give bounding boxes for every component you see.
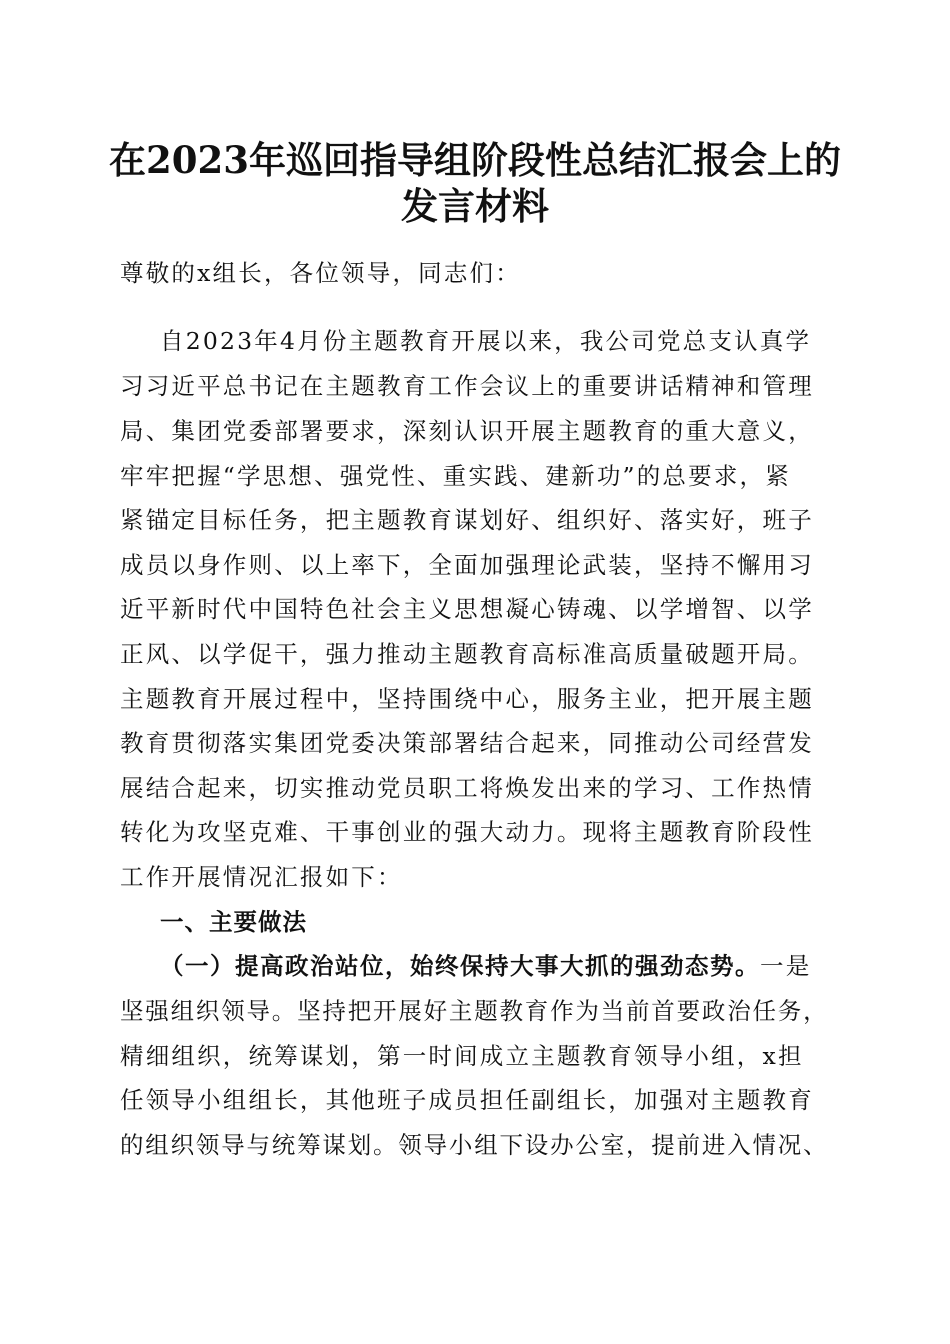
intro-line: 成员以身作则、以上率下，全面加强理论武装，坚持不懈用习 [120, 551, 814, 579]
intro-line: 习习近平总书记在主题教育工作会议上的重要讲话精神和管理 [120, 372, 814, 400]
body-line: 的组织领导与统筹谋划。领导小组下设办公室，提前进入情况、 [120, 1131, 829, 1159]
salutation: 尊敬的x组长，各位领导，同志们： [120, 259, 521, 287]
intro-line: 牢牢把握“学思想、强党性、重实践、建新功”的总要求，紧 [120, 462, 791, 490]
intro-line: 近平新时代中国特色社会主义思想凝心铸魂、以学增智、以学 [120, 595, 814, 623]
intro-line: 教育贯彻落实集团党委决策部署结合起来，同推动公司经营发 [120, 729, 814, 757]
intro-line: 转化为攻坚克难、干事创业的强大动力。现将主题教育阶段性 [120, 818, 814, 846]
body-line: 任领导小组组长，其他班子成员担任副组长，加强对主题教育 [120, 1086, 814, 1114]
intro-line: 自2023年4月份主题教育开展以来，我公司党总支认真学 [160, 327, 812, 355]
subsection-continuation: 一是 [760, 952, 812, 980]
subsection-heading: （一）提高政治站位，始终保持大事大抓的强劲态势。 [160, 952, 760, 980]
intro-line: 局、集团党委部署要求，深刻认识开展主题教育的重大意义， [120, 417, 814, 445]
body-line: 坚强组织领导。坚持把开展好主题教育作为当前首要政治任务， [120, 997, 829, 1025]
intro-line: 工作开展情况汇报如下： [120, 863, 403, 891]
section-heading: 一、主要做法 [160, 908, 307, 936]
subsection-line [160, 951, 832, 981]
body-line: 精细组织，统筹谋划，第一时间成立主题教育领导小组，x担 [120, 1042, 804, 1070]
intro-line: 紧锚定目标任务，把主题教育谋划好、组织好、落实好，班子 [120, 506, 814, 534]
document-title-line-1: 在2023年巡回指导组阶段性总结汇报会上的 [109, 138, 841, 182]
document-title-line-2: 发言材料 [401, 184, 549, 228]
intro-line: 展结合起来，切实推动党员职工将焕发出来的学习、工作热情 [120, 774, 814, 802]
intro-line: 正风、以学促干，强力推动主题教育高标准高质量破题开局。 [120, 640, 814, 668]
intro-line: 主题教育开展过程中，坚持围绕中心，服务主业，把开展主题 [120, 685, 814, 713]
